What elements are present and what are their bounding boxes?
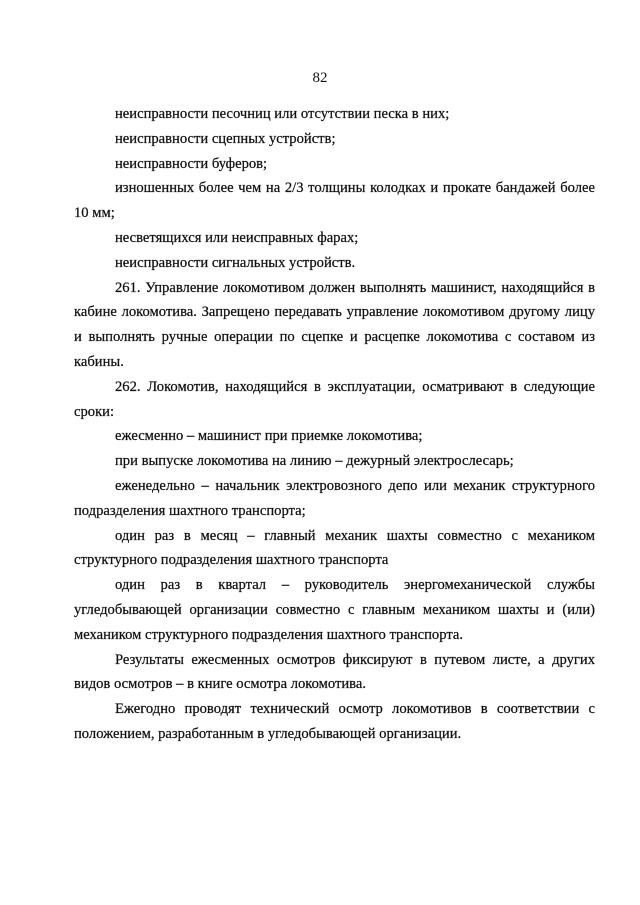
paragraph-each-shift: ежесменно – машинист при приемке локомотива; bbox=[115, 428, 423, 445]
paragraph-inspection-results: Результаты ежесменных осмотров фиксируют в путевом листе, а других видов осмотров – в книге осмотра локомотива. bbox=[74, 651, 595, 693]
paragraph-couplers: неисправности сцепных устройств; bbox=[115, 130, 336, 147]
paragraph-quarterly: один раз в квартал – руководитель энергомеханической службы угледобывающей организации совместно с главным механиком шахты и (или) механиком структурного подразделения шахтного транспорта. bbox=[74, 577, 595, 643]
paragraph-brake-shoes: изношенных более чем на 2/3 толщины колодках и прокате бандажей более 10 мм; bbox=[74, 180, 595, 222]
document-body bbox=[74, 102, 595, 747]
paragraph-261: 261. Управление локомотивом должен выполнять машинист, находящийся в кабине локомотива. Запрещено передавать управление локомотивом другому лицу и выполнять ручные операции по сцепке и расцепке локомотива с составом из кабины. bbox=[74, 279, 595, 370]
paragraph-annual-inspection: Ежегодно проводят технический осмотр локомотивов в соответствии с положением, разработанным в угледобывающей организации. bbox=[74, 701, 595, 742]
paragraph-262: 262. Локомотив, находящийся в эксплуатации, осматривают в следующие сроки: bbox=[74, 378, 595, 420]
paragraph-sand-boxes: неисправности песочниц или отсутствии песка в них; bbox=[115, 106, 450, 122]
paragraph-weekly: еженедельно – начальник электровозного депо или механик структурного подразделения шахтного транспорта; bbox=[74, 477, 595, 519]
paragraph-monthly: один раз в месяц – главный механик шахты совместно с механиком структурного подразделения шахтного транспорта bbox=[74, 527, 595, 569]
paragraph-signal-devices: неисправности сигнальных устройств. bbox=[115, 254, 356, 271]
paragraph-line-release: при выпуске локомотива на линию – дежурный электрослесарь; bbox=[115, 453, 514, 470]
paragraph-headlights: несветящихся или неисправных фарах; bbox=[115, 229, 359, 246]
paragraph-buffers: неисправности буферов; bbox=[115, 155, 268, 172]
page-number: 82 bbox=[312, 70, 328, 86]
